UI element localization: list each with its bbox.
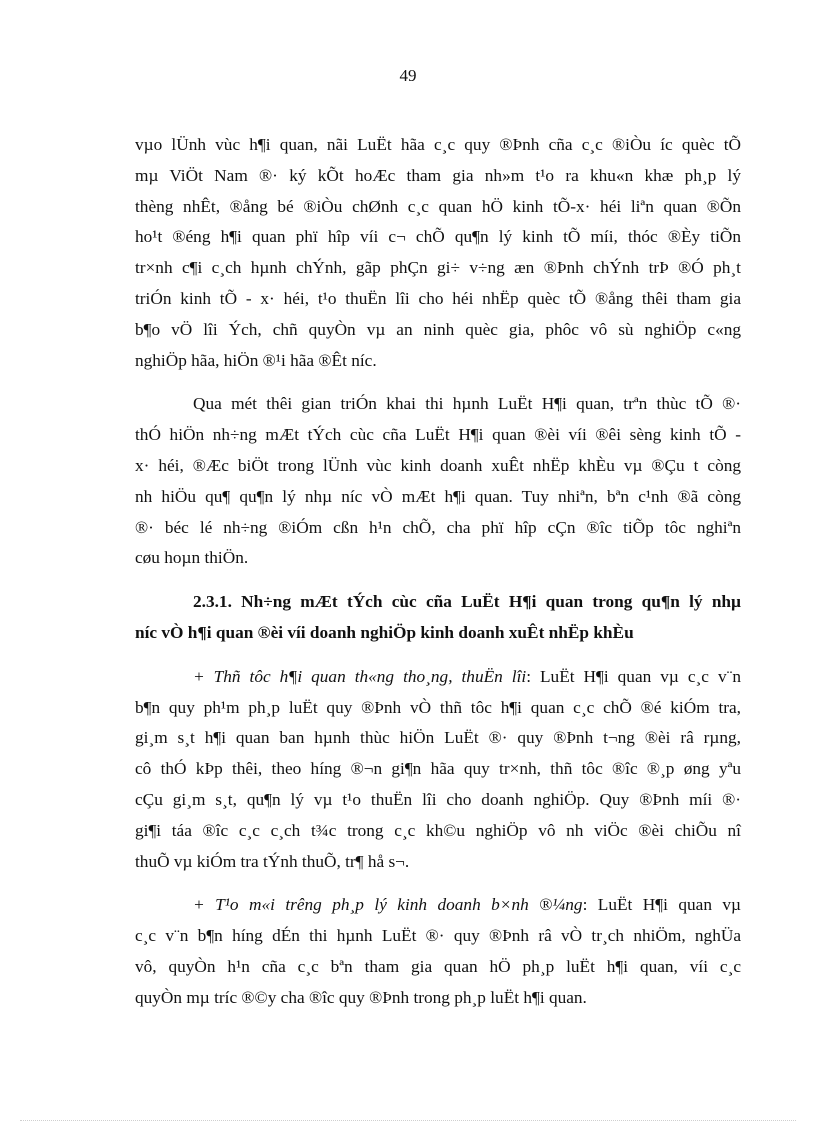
- text-line: [135, 890, 741, 921]
- text-line: nghiÖp hãa, hiÖn ®¹i hãa ®Êt níc.: [135, 350, 377, 370]
- text-line: ®· béc lé nh÷ng ®iÓm cßn h¹n chÕ, cha phï hîp cÇn ®îc tiÕp tôc nghiªn: [135, 517, 741, 537]
- heading-line: níc vÒ h¶i quan ®èi víi doanh nghiÖp kinh doanh xuÊt nhËp khÈu: [135, 622, 634, 642]
- paragraph-procedures: [135, 662, 741, 878]
- text-line: b¶n quy ph¹m ph¸p luËt quy ®Þnh vÒ thñ tôc h¶i quan c¸c chÕ ®é kiÓm tra,: [135, 697, 741, 717]
- text-line: [135, 662, 741, 693]
- text-line: thèng nhÊt, ®ång bé ®iÒu chØnh c¸c quan hÖ kinh tÕ-x· héi liªn quan ®Õn: [135, 196, 741, 216]
- paragraph-evaluation: [135, 389, 741, 574]
- heading-line: 2.3.1. Nh÷ng mÆt tÝch cùc cña LuËt H¶i quan trong qu¶n lý nhµ: [193, 592, 741, 612]
- text-line: mµ ViÖt Nam ®· ký kÕt hoÆc tham gia nh»m t¹o ra khu«n khæ ph¸p lý: [135, 165, 741, 185]
- text-line: vô, quyÒn h¹n cña c¸c bªn tham gia quan hÖ ph¸p luËt h¶i quan, víi c¸c: [135, 956, 741, 976]
- paragraph-intro: [135, 130, 741, 376]
- text-line: x· héi, ®Æc biÖt trong lÜnh vùc kinh doanh xuÊt nhËp khÈu vµ ®Çu t còng: [135, 455, 741, 475]
- text-line: nh hiÖu qu¶ qu¶n lý nhµ níc vÒ mÆt h¶i quan. Tuy nhiªn, bªn c¹nh ®ã còng: [135, 486, 741, 506]
- text-fragment: : LuËt H¶i quan vµ c¸c v¨n: [526, 666, 741, 686]
- text-line: tr×nh c¶i c¸ch hµnh chÝnh, gãp phÇn gi÷ v÷ng æn ®Þnh chÝnh trÞ ®Ó ph¸t: [135, 258, 741, 278]
- lead-phrase: + Thñ tôc h¶i quan th«ng tho¸ng, thuËn lîi: [193, 666, 527, 686]
- page-number: 49: [399, 66, 417, 85]
- text-line: thuÕ vµ kiÓm tra tÝnh thuÕ, tr¶ hå s¬.: [135, 851, 410, 871]
- paragraph-legal-environment: [135, 890, 741, 1013]
- lead-phrase: + T¹o m«i trêng ph¸p lý kinh doanh b×nh ®¼ng: [193, 895, 583, 915]
- page-bottom-rule: [20, 1120, 796, 1121]
- text-line: gi¸m s¸t h¶i quan ban hµnh thùc hiÖn LuËt ®· quy ®Þnh t¬ng ®èi râ rµng,: [135, 728, 741, 748]
- text-line: cÇu gi¸m s¸t, qu¶n lý vµ t¹o thuËn lîi cho doanh nghiÖp. Quy ®Þnh míi ®·: [135, 789, 741, 809]
- text-line: cøu hoµn thiÖn.: [135, 548, 249, 568]
- text-line: Qua mét thêi gian triÓn khai thi hµnh LuËt H¶i quan, trªn thùc tÕ ®·: [193, 394, 741, 414]
- text-line: c¸c v¨n b¶n híng dÉn thi hµnh LuËt ®· quy ®Þnh râ vÒ tr¸ch nhiÖm, nghÜa: [135, 926, 741, 946]
- text-line: gi¶i táa ®îc c¸c c¸ch t¾c trong c¸c kh©u nghiÖp vô nh viÖc ®èi chiÕu nî: [135, 820, 741, 840]
- text-line: vµo lÜnh vùc h¶i quan, nãi LuËt hãa c¸c quy ®Þnh cña c¸c ®iÒu íc quèc tÕ: [135, 135, 741, 154]
- body-text: [135, 130, 741, 1014]
- text-fragment: : LuËt H¶i quan vµ: [582, 895, 741, 915]
- text-line: triÓn kinh tÕ - x· héi, t¹o thuËn lîi cho héi nhËp quèc tÕ ®ång thêi tham gia: [135, 288, 741, 308]
- text-line: cô thÓ kÞp thêi, theo híng ®¬n gi¶n hãa quy tr×nh, thñ tôc ®îc ®¸p øng yªu: [135, 759, 741, 779]
- text-line: ho¹t ®éng h¶i quan phï hîp víi c¬ chÕ qu¶n lý kinh tÕ míi, thóc ®Èy tiÕn: [135, 227, 741, 247]
- text-line: thÓ hiÖn nh÷ng mÆt tÝch cùc cña LuËt H¶i quan ®èi víi ®êi sèng kinh tÕ -: [135, 425, 741, 445]
- text-line: quyÒn mµ tríc ®©y cha ®îc quy ®Þnh trong ph¸p luËt h¶i quan.: [135, 987, 587, 1007]
- section-heading: [135, 587, 741, 649]
- text-line: b¶o vÖ lîi Ých, chñ quyÒn vµ an ninh quèc gia, phôc vô sù nghiÖp c«ng: [135, 319, 741, 339]
